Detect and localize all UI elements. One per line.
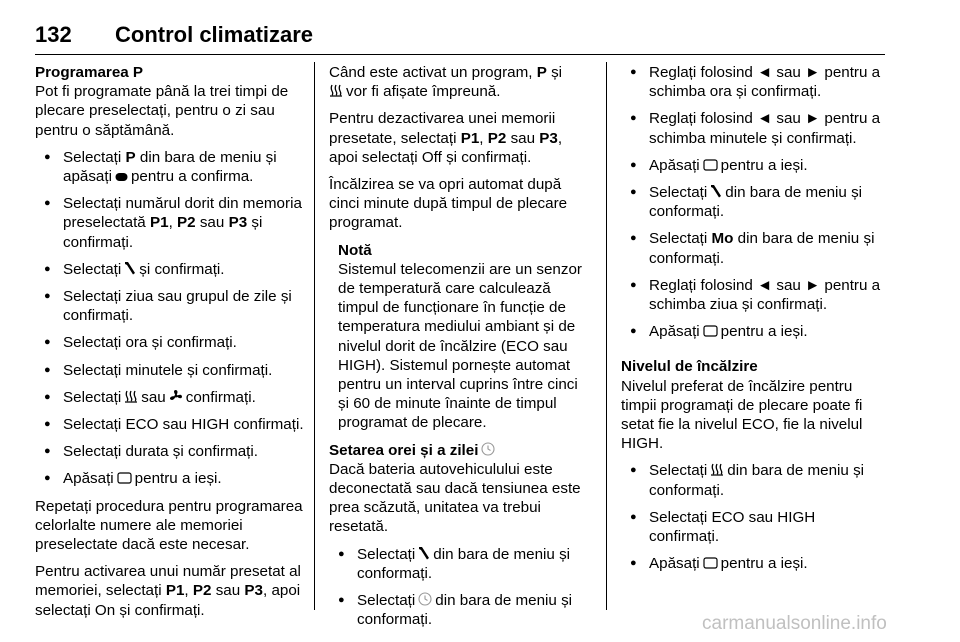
back-button-icon	[703, 557, 718, 569]
list-item: ● Reglați folosind ◄ sau ► pentru a schimba minutele și confirmați.	[621, 109, 889, 147]
list-item: ● Reglați folosind ◄ sau ► pentru a schimba ora și confirmați.	[621, 63, 889, 101]
column-divider	[314, 62, 315, 610]
list-item: ● Reglați folosind ◄ sau ► pentru a schimba ziua și confirmați.	[621, 276, 889, 314]
step-list	[35, 148, 307, 489]
list-item: ● Selectați din bara de meniu și conformați.	[329, 591, 591, 629]
list-item: ● Selectați ECO sau HIGH confirmați.	[621, 508, 889, 546]
back-button-icon	[703, 325, 718, 337]
list-item: ● Apăsați pentru a ieși.	[621, 156, 889, 175]
paragraph: Repetați procedura pentru programarea celorlalte numere ale memoriei preselectate dacă este necesar.	[35, 497, 303, 554]
list-item: ● Selectați din bara de meniu și conformați.	[329, 545, 591, 583]
list-item: ● Selectați P din bara de meniu și apăsați pentru a confirma.	[35, 148, 307, 186]
list-item: ● Selectați numărul dorit din memoria preselectată P1, P2 sau P3 și confirmați.	[35, 194, 307, 252]
list-item: ● Selectați din bara de meniu și conformați.	[621, 183, 889, 221]
page-title: Control climatizare	[115, 22, 314, 47]
list-item: ● Selectați ora și confirmați.	[35, 333, 307, 352]
note-box	[338, 241, 591, 433]
clock-icon	[481, 442, 495, 456]
back-button-icon	[117, 472, 132, 484]
list-item: ● Apăsați pentru a ieși.	[35, 469, 307, 488]
arrow-right-icon: ►	[805, 64, 821, 81]
paragraph: Pentru activarea unui număr presetat al memoriei, selectați P1, P2 sau P3, apoi selectați On și confirmați.	[35, 563, 301, 619]
note-text: Sistemul telecomenzii are un senzor de temperatură care calculează timpul de funcționare în funcție de temperatura mediului ambiant și de nivelul dorit de încălzire (ECO sau HIGH). Sistemul pornește automat pentru un interval cuprins între cinci și 60 de minute înainte de timpul programat de plecare.	[338, 260, 582, 432]
column-divider	[606, 62, 607, 610]
wrench-icon	[710, 184, 722, 198]
heating-icon	[710, 462, 724, 476]
list-item: ● Selectați ziua sau grupul de zile și confirmați.	[35, 287, 307, 325]
page-header	[35, 18, 885, 55]
wrench-icon	[418, 546, 430, 560]
arrow-left-icon: ◄	[757, 276, 773, 294]
step-list	[621, 63, 889, 341]
list-item: ● Selectați și confirmați.	[35, 260, 307, 279]
column-3	[621, 63, 889, 581]
paragraph: Nivelul preferat de încălzire pentru timpii programați de plecare poate fi setat fie la nivelul ECO, fie la nivelul HIGH.	[621, 377, 863, 453]
arrow-left-icon: ◄	[757, 64, 773, 81]
watermark: carmanualsonline.info	[702, 613, 887, 634]
list-item: ● Selectați ECO sau HIGH confirmați.	[35, 415, 307, 434]
clock-icon	[418, 592, 432, 606]
back-button-icon	[703, 159, 718, 171]
page-number: 132	[35, 22, 72, 47]
column-1	[35, 63, 307, 628]
paragraph: Pot fi programate până la trei timpi de plecare preselectați, pentru o zi sau pentru o săptămână.	[35, 83, 289, 139]
wrench-icon	[124, 261, 136, 275]
arrow-right-icon: ►	[805, 276, 821, 294]
note-title: Notă	[338, 241, 372, 259]
list-item: ● Selectați durata și confirmați.	[35, 442, 307, 461]
list-item: ● Selectați din bara de meniu și conformați.	[621, 461, 889, 499]
section-heading: Programarea P	[35, 64, 144, 81]
step-list	[329, 545, 591, 630]
list-item: ● Apăsați pentru a ieși.	[621, 554, 889, 573]
paragraph: Dacă bateria autovehiculului este deconectată sau dacă tensiunea este prea scăzută, unitatea va trebui resetată.	[329, 460, 581, 536]
heating-icon	[329, 83, 343, 97]
column-2	[329, 63, 591, 637]
ventilation-icon	[169, 389, 183, 403]
list-item: ● Selectați minutele și confirmați.	[35, 361, 307, 380]
section-heading: Setarea orei și a zilei	[329, 441, 591, 460]
arrow-left-icon: ◄	[757, 110, 773, 128]
arrow-right-icon: ►	[805, 110, 821, 128]
confirm-button-icon	[115, 172, 128, 182]
list-item: ● Apăsați pentru a ieși.	[621, 322, 889, 341]
heating-icon	[124, 389, 138, 403]
section-heading: Nivelul de încălzire	[621, 358, 758, 376]
paragraph: Când este activat un program, P și vor fi afișate împreună.	[329, 64, 563, 101]
paragraph: Încălzirea se va opri automat după cinci minute după timpul de plecare programat.	[329, 176, 568, 232]
list-item: ● Selectați sau confirmați.	[35, 388, 307, 407]
step-list	[621, 461, 889, 573]
list-item: ● Selectați Mo din bara de meniu și conformați.	[621, 229, 889, 267]
paragraph: Pentru dezactivarea unei memorii presetate, selectați P1, P2 sau P3, apoi selectați Off și confirmați.	[329, 110, 563, 166]
